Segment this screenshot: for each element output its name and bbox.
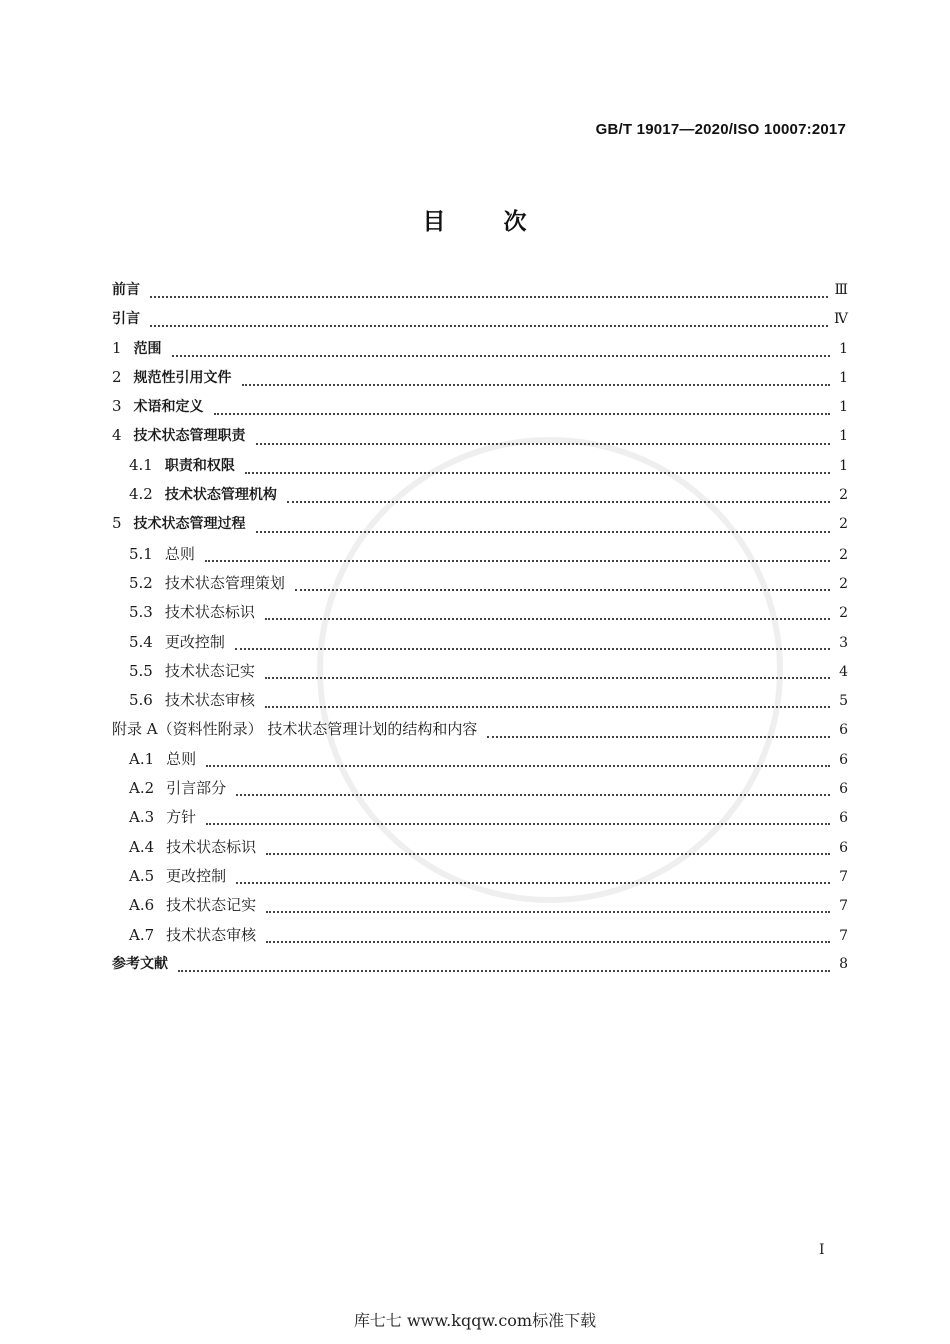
toc-entry-number: A.5 <box>129 866 155 885</box>
toc-dot-leader <box>206 764 830 767</box>
toc-entry-label: 总则 <box>164 544 195 563</box>
toc-dot-leader <box>265 676 830 679</box>
toc-dot-leader <box>256 442 830 445</box>
toc-entry-label: 技术状态管理机构 <box>164 487 277 504</box>
toc-entry-page: 7 <box>839 868 848 885</box>
toc-dot-leader <box>295 588 830 591</box>
toc-entry-label: 方针 <box>166 808 197 827</box>
toc-entry-page: 6 <box>839 839 848 856</box>
toc-entry-number: A.2 <box>129 779 155 798</box>
toc-dot-leader <box>265 617 830 620</box>
toc-entry-number: A.3 <box>129 808 155 827</box>
toc-entry[interactable] <box>112 279 848 308</box>
toc-entry-page: 1 <box>839 428 848 445</box>
toc-dot-leader <box>256 530 830 533</box>
toc-entry-label: 附录 A（资料性附录） 技术状态管理计划的结构和内容 <box>112 720 478 739</box>
toc-entry[interactable] <box>112 836 848 865</box>
toc-dot-leader <box>206 822 830 825</box>
toc-entry[interactable] <box>112 484 848 513</box>
toc-entry[interactable] <box>112 689 848 718</box>
toc-dot-leader <box>287 500 830 503</box>
toc-dot-leader <box>266 852 830 855</box>
toc-dot-leader <box>150 324 828 327</box>
toc-entry[interactable] <box>112 718 848 747</box>
toc-entry-number: A.7 <box>129 925 155 944</box>
toc-entry[interactable] <box>112 660 848 689</box>
toc-entry-number: A.1 <box>129 749 155 768</box>
toc-entry-page: 2 <box>839 516 848 533</box>
toc-entry[interactable] <box>112 455 848 484</box>
toc-entry-number: 5 <box>112 514 122 533</box>
toc-entry-label: 更改控制 <box>164 632 225 651</box>
toc-entry-label: 技术状态标识 <box>166 837 257 856</box>
toc-entry-label: 总则 <box>166 749 197 768</box>
toc-entry-page: 6 <box>839 722 848 739</box>
toc-entry-page: 1 <box>839 399 848 416</box>
toc-entry-page: 7 <box>839 927 848 944</box>
toc-entry-number: 5.3 <box>129 603 153 622</box>
toc-entry-label: 技术状态管理职责 <box>133 428 246 445</box>
toc-entry-label: 术语和定义 <box>133 399 204 416</box>
toc-dot-leader <box>150 295 828 298</box>
toc-entry-number: 4.2 <box>129 485 153 504</box>
toc-entry-number: A.6 <box>129 896 155 915</box>
toc-entry[interactable] <box>112 367 848 396</box>
toc-dot-leader <box>266 940 830 943</box>
toc-dot-leader <box>235 647 830 650</box>
toc-dot-leader <box>205 559 830 562</box>
toc-entry-number: 1 <box>112 338 122 357</box>
toc-dot-leader <box>172 354 830 357</box>
toc-entry[interactable] <box>112 338 848 367</box>
toc-entry-number: 4.1 <box>129 455 153 474</box>
toc-entry-number: 5.1 <box>129 544 153 563</box>
table-of-contents <box>112 279 848 982</box>
toc-entry[interactable] <box>112 865 848 894</box>
toc-entry-number: 5.4 <box>129 632 153 651</box>
toc-entry[interactable] <box>112 894 848 923</box>
toc-entry-page: 3 <box>839 634 848 651</box>
toc-entry-label: 技术状态审核 <box>164 691 255 710</box>
toc-entry[interactable] <box>112 777 848 806</box>
toc-entry-label: 技术状态标识 <box>164 603 255 622</box>
toc-entry-label: 引言 <box>112 311 140 328</box>
toc-dot-leader <box>265 705 830 708</box>
toc-entry-label: 引言部分 <box>166 779 227 798</box>
toc-entry[interactable] <box>112 308 848 337</box>
toc-entry-page: 1 <box>839 369 848 386</box>
toc-entry-label: 更改控制 <box>166 866 227 885</box>
toc-entry[interactable] <box>112 806 848 835</box>
toc-dot-leader <box>266 910 830 913</box>
toc-entry[interactable] <box>112 924 848 953</box>
toc-entry-number: 2 <box>112 367 122 386</box>
toc-entry[interactable] <box>112 396 848 425</box>
toc-dot-leader <box>245 471 830 474</box>
toc-entry[interactable] <box>112 953 848 982</box>
toc-entry-page: 6 <box>839 751 848 768</box>
toc-entry[interactable] <box>112 513 848 542</box>
toc-entry-page: Ⅳ <box>834 311 848 328</box>
toc-entry-label: 参考文献 <box>112 955 168 972</box>
toc-entry-page: 2 <box>839 487 848 504</box>
toc-dot-leader <box>236 881 830 884</box>
toc-entry-number: 5.2 <box>129 573 153 592</box>
toc-entry-page: 5 <box>839 693 848 710</box>
toc-entry-page: 1 <box>839 457 848 474</box>
toc-entry[interactable] <box>112 631 848 660</box>
toc-entry-label: 技术状态管理策划 <box>164 573 285 592</box>
toc-entry-page: 7 <box>839 898 848 915</box>
toc-entry-label: 职责和权限 <box>164 457 235 474</box>
toc-dot-leader <box>178 969 830 972</box>
page-title: 目 次 <box>422 209 528 235</box>
toc-entry-number: 4 <box>112 426 122 445</box>
toc-entry[interactable] <box>112 425 848 454</box>
toc-entry-number: A.4 <box>129 837 155 856</box>
toc-dot-leader <box>236 793 830 796</box>
toc-entry-page: 6 <box>839 781 848 798</box>
toc-entry-page: Ⅲ <box>834 282 848 298</box>
toc-entry-page: 2 <box>839 605 848 622</box>
standard-code: GB/T 19017—2020/ISO 10007:2017 <box>595 121 846 138</box>
toc-entry-label: 规范性引用文件 <box>133 369 232 386</box>
toc-entry[interactable] <box>112 601 848 630</box>
toc-entry-label: 技术状态审核 <box>166 925 257 944</box>
toc-entry[interactable] <box>112 748 848 777</box>
footer-site-text: 库七七 www.kqqw.com标准下载 <box>353 1311 597 1330</box>
toc-entry-label: 技术状态记实 <box>166 896 257 915</box>
toc-entry-label: 技术状态管理过程 <box>133 516 246 533</box>
page-number: I <box>819 1242 825 1258</box>
toc-entry-label: 范围 <box>133 340 162 357</box>
toc-entry-page: 8 <box>839 955 848 972</box>
toc-dot-leader <box>242 383 830 386</box>
toc-entry-number: 3 <box>112 397 122 416</box>
toc-entry-page: 2 <box>839 546 848 563</box>
toc-entry-page: 6 <box>839 810 848 827</box>
toc-entry-page: 1 <box>839 340 848 357</box>
toc-entry[interactable] <box>112 543 848 572</box>
toc-entry-label: 前言 <box>112 282 140 298</box>
toc-entry-label: 技术状态记实 <box>164 661 255 680</box>
toc-dot-leader <box>214 412 830 415</box>
toc-entry-page: 2 <box>839 575 848 592</box>
toc-entry[interactable] <box>112 572 848 601</box>
toc-dot-leader <box>487 735 830 738</box>
toc-entry-number: 5.5 <box>129 661 153 680</box>
toc-entry-page: 4 <box>839 663 848 680</box>
toc-entry-number: 5.6 <box>129 691 153 710</box>
